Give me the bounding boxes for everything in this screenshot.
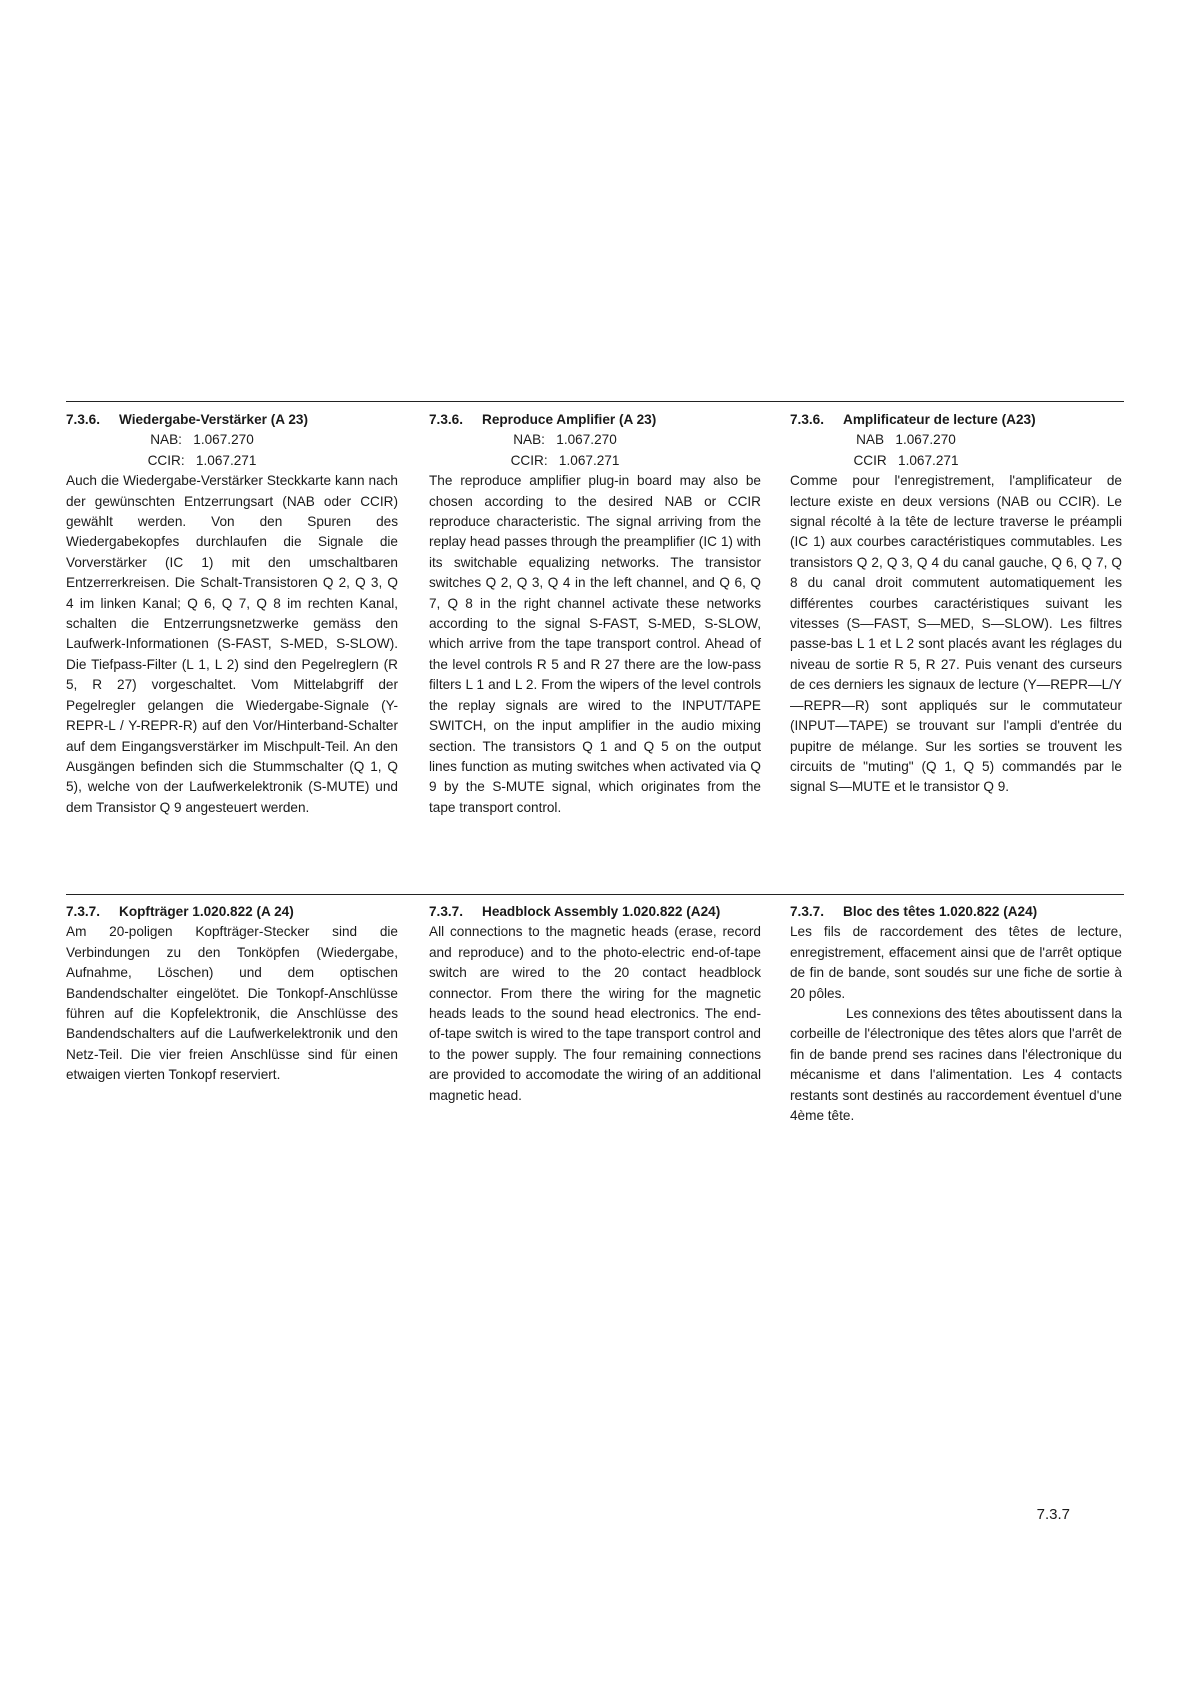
section-heading: 7.3.6. Reproduce Amplifier (A 23) [429,412,657,427]
nab-version: NAB 1.067.270 [856,432,956,448]
nab-version: NAB: 1.067.270 [150,432,254,448]
section-heading: 7.3.7. Bloc des têtes 1.020.822 (A24) [790,904,1038,919]
section-body-part-1: Les fils de raccordement des têtes de lecture, enregistrement, effacement ainsi que de l'arrêt optique de fin de bande, sont soudés sur une fiche de sortie à 20 pôles. [790,924,1122,1001]
page-number: 7.3.7 [1036,1506,1070,1523]
section-body: The reproduce amplifier plug-in board may also be chosen according to the desired NAB or CCIR reproduce characteristic. The signal arriving from the replay head passes through the preamplifier (IC 1) with its switchable equalizing networks. The transistor switches Q 2, Q 3, Q 4 in the left channel, and Q 6, Q 7, Q 8 in the right channel activate these networks according to the signal S-FAST, S-MED, S-SLOW, which arrive from the tape transport control. Ahead of the level controls R 5 and R 27 there are the low-pass filters L 1 and L 2. From the wipers of the level controls the replay signals are wired to the INPUT/TAPE SWITCH, on the input amplifier in the audio mixing section. The transistors Q 1 and Q 5 on the output lines function as muting switches when activated via Q 9 by the S-MUTE signal, which originates from the tape transport control. [429,473,761,815]
section-737-english [429,902,761,1106]
section-737-german [66,902,398,1086]
section-736-english [429,410,761,818]
ccir-version: CCIR: 1.067.271 [510,452,620,468]
nab-version: NAB: 1.067.270 [513,432,617,448]
section-heading: 7.3.7. Headblock Assembly 1.020.822 (A24) [429,904,721,919]
section-heading: 7.3.6. Wiedergabe-Verstärker (A 23) [66,412,309,427]
section-body: Comme pour l'enregistrement, l'amplificateur de lecture existe en deux versions (NAB ou CCIR). Le signal récolté à la tête de lecture traverse le préampli (IC 1) aux courbes caractéristiques commutables. Les transistors Q 2, Q 3, Q 4 du canal gauche, Q 6, Q 7, Q 8 du canal droit commutent automatiquement les différentes courbes caractéristiques suivant les vitesses (S—FAST, S—MED, S—SLOW). Les filtres passe-bas L 1 et L 2 sont placés avant les réglages du niveau de sortie R 5, R 27. Puis venant des curseurs de ces derniers les signaux de lecture (Y—REPR—L/Y—REPR—R) sont appliqués sur le commutateur (INPUT—TAPE) se trouvant sur l'ampli d'entrée du pupitre de mélange. Sur les sorties se trouvent les circuits de "muting" (Q 1, Q 5) commandés par le signal S—MUTE et le transistor Q 9. [790,473,1122,795]
middle-divider [66,894,1124,895]
ccir-version: CCIR: 1.067.271 [147,452,257,468]
section-body: Am 20-poligen Kopfträger-Stecker sind die Verbindungen zu den Tonköpfen (Wiedergabe, Aufnahme, Löschen) und dem optischen Bandendschalter eingelötet. Die Tonkopf-Anschlüsse führen auf die Kopfelektronik, die Anschlüsse des Bandendschalters auf die Laufwerkelektronik und den Netz-Teil. Die vier freien Anschlüsse sind für einen etwaigen vierten Tonkopf reserviert. [66,924,398,1083]
section-heading: 7.3.7. Kopfträger 1.020.822 (A 24) [66,904,294,919]
section-heading: 7.3.6. Amplificateur de lecture (A23) [790,412,1036,427]
section-737-french [790,902,1122,1126]
top-divider [66,401,1124,402]
ccir-version: CCIR 1.067.271 [853,452,959,468]
section-body: All connections to the magnetic heads (erase, record and reproduce) and to the photo-electric end-of-tape switch are wired to the 20 contact headblock connector. From there the wiring for the magnetic heads leads to the sound head electronics. The end-of-tape switch is wired to the tape transport control and to the power supply. The four remaining connections are provided to accomodate the wiring of an additional magnetic head. [429,924,761,1103]
section-body-part-2: Les connexions des têtes aboutissent dans la corbeille de l'électronique des têtes alors que l'arrêt de fin de bande prend ses racines dans l'électronique du mécanisme et dans l'alimentation. Les 4 contacts restants sont destinés au raccordement éventuel d'une 4ème tête. [790,1006,1122,1124]
section-736-german [66,410,398,818]
section-body: Auch die Wiedergabe-Verstärker Steckkarte kann nach der gewünschten Entzerrungsart (NAB oder CCIR) gewählt werden. Von den Spuren des Wiedergabekopfes durchlaufen die Signale die Vorverstärker (IC 1) mit den umschaltbaren Entzerrerkreisen. Die Schalt-Transistoren Q 2, Q 3, Q 4 im linken Kanal; Q 6, Q 7, Q 8 im rechten Kanal, schalten die Entzerrungsnetzwerke gemäss den Laufwerk-Informationen (S-FAST, S-MED, S-SLOW). Die Tiefpass-Filter (L 1, L 2) sind den Pegelreglern (R 5, R 27) vorgeschaltet. Vom Mittelabgriff der Pegelregler gelangen die Wiedergabe-Signale (Y-REPR-L / Y-REPR-R) auf den Vor/Hinterband-Schalter auf dem Eingangsverstärker im Mischpult-Teil. An den Ausgängen befinden sich die Stummschalter (Q 1, Q 5), welche von der Laufwerkelektronik (S-MUTE) und dem Transistor Q 9 angesteuert werden. [66,473,398,815]
section-736-french [790,410,1122,798]
